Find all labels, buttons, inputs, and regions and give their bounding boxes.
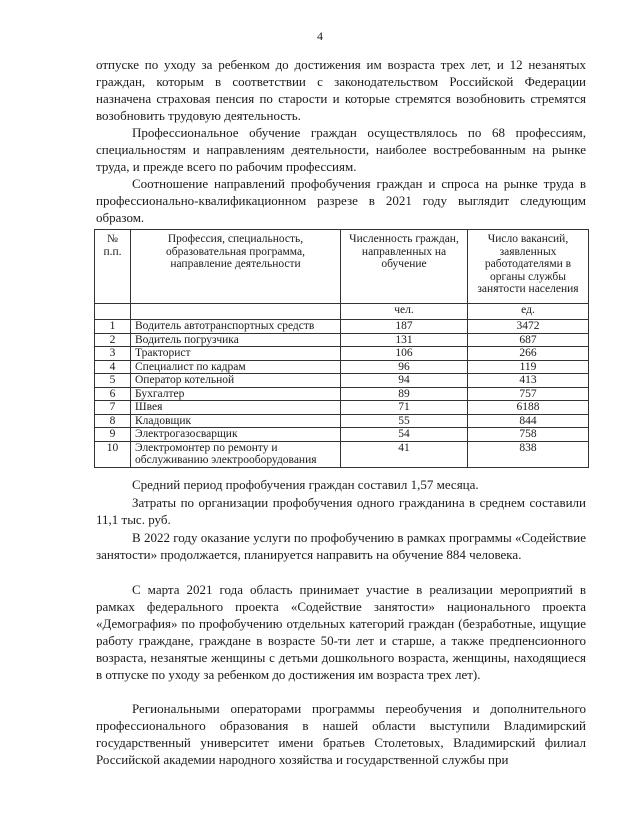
row-people: 94 [341,374,468,388]
paragraph-regional-operators: Региональными операторами программы переобучения и дополнительного профессионального образования в нашей области выступили Владимирский государственный университет имени братьев Столетовых, Владимирский филиал Российской академии народного хозяйства и государственной службы при [96,701,586,767]
row-vacancies: 413 [468,374,589,388]
unit-people: чел. [341,304,468,320]
row-number: 5 [95,374,131,388]
row-vacancies: 758 [468,428,589,442]
row-number: 2 [95,333,131,347]
row-number: 3 [95,347,131,361]
row-vacancies: 6188 [468,401,589,415]
row-number: 9 [95,428,131,442]
row-vacancies: 266 [468,347,589,361]
paragraph-demography-project: С марта 2021 года область принимает участие в реализации мероприятий в рамках федерального проекта «Содействие занятости» национального проекта «Демография» по профобучению отдельных категорий граждан (безработные, ищущие работу граждане, граждане в возрасте 50-ти лет и старше, а также предпенсионного возраста, незанятые женщины с детьми дошкольного возраста, женщины, находящиеся в отпуске по уходу за ребенком до достижения им возраста трех лет). [96,582,586,682]
unit-vacancies: ед. [468,304,589,320]
row-people: 187 [341,320,468,334]
row-people: 89 [341,387,468,401]
row-number: 7 [95,401,131,415]
header-profession: Профессия, специальность, образовательная программа, направление деятельности [131,230,341,304]
table-row [95,374,589,388]
row-people: 106 [341,347,468,361]
paragraph-intro-2: Профессиональное обучение граждан осуществлялось по 68 профессиям, специальностям и направлениям деятельности, наиболее востребованным на рынке труда, и прежде всего по рабочим профессиям. [96,125,586,174]
row-profession: Кладовщик [131,414,341,428]
row-people: 96 [341,360,468,374]
table-row [95,387,589,401]
row-number: 4 [95,360,131,374]
table-row [95,441,589,467]
row-people: 41 [341,441,468,467]
table-header-row [95,230,589,304]
row-vacancies: 687 [468,333,589,347]
table-row [95,333,589,347]
row-number: 6 [95,387,131,401]
row-people: 55 [341,414,468,428]
header-number: № п.п. [95,230,131,304]
row-people: 54 [341,428,468,442]
row-profession: Бухгалтер [131,387,341,401]
row-vacancies: 3472 [468,320,589,334]
row-vacancies: 844 [468,414,589,428]
table-row [95,414,589,428]
page-number: 4 [317,29,323,43]
table-row [95,360,589,374]
row-people: 71 [341,401,468,415]
table-row [95,428,589,442]
header-people: Численность граждан, направленных на обучение [341,230,468,304]
row-profession: Тракторист [131,347,341,361]
row-profession: Оператор котельной [131,374,341,388]
row-profession: Специалист по кадрам [131,360,341,374]
row-profession: Швея [131,401,341,415]
table-row [95,320,589,334]
row-vacancies: 119 [468,360,589,374]
paragraph-intro-3: Соотношение направлений профобучения граждан и спроса на рынке труда в профессионально-квалификационном разрезе в 2021 году выглядит следующим образом. [96,176,586,225]
row-profession: Электромонтер по ремонту и обслуживанию электрооборудования [131,441,341,467]
paragraph-intro-1: отпуске по уходу за ребенком до достижения им возраста трех лет, и 12 незанятых граждан, которым в соответствии с законодательством Российской Федерации назначена страховая пенсия по старости и которые стремятся возобновить стремятся возобновить трудовую деятельность. [96,57,586,123]
unit-cell [95,304,131,320]
row-number: 8 [95,414,131,428]
paragraph-training-period: Средний период профобучения граждан составил 1,57 месяца. [132,477,479,492]
table-row [95,401,589,415]
header-vacancies: Число вакансий, заявленных работодателями в органы службы занятости населения [468,230,589,304]
table-units-row [95,304,589,320]
row-vacancies: 757 [468,387,589,401]
paragraph-2022-plan: В 2022 году оказание услуги по профобучению в рамках программы «Содействие занятости» продолжается, планируется направить на обучение 884 человека. [96,530,586,562]
row-profession: Электрогазосварщик [131,428,341,442]
row-profession: Водитель автотранспортных средств [131,320,341,334]
unit-cell [131,304,341,320]
row-number: 1 [95,320,131,334]
professions-table [94,229,589,468]
row-profession: Водитель погрузчика [131,333,341,347]
row-vacancies: 838 [468,441,589,467]
row-people: 131 [341,333,468,347]
paragraph-training-cost: Затраты по организации профобучения одного гражданина в среднем составили 11,1 тыс. руб. [96,495,586,527]
row-number: 10 [95,441,131,467]
table-row [95,347,589,361]
